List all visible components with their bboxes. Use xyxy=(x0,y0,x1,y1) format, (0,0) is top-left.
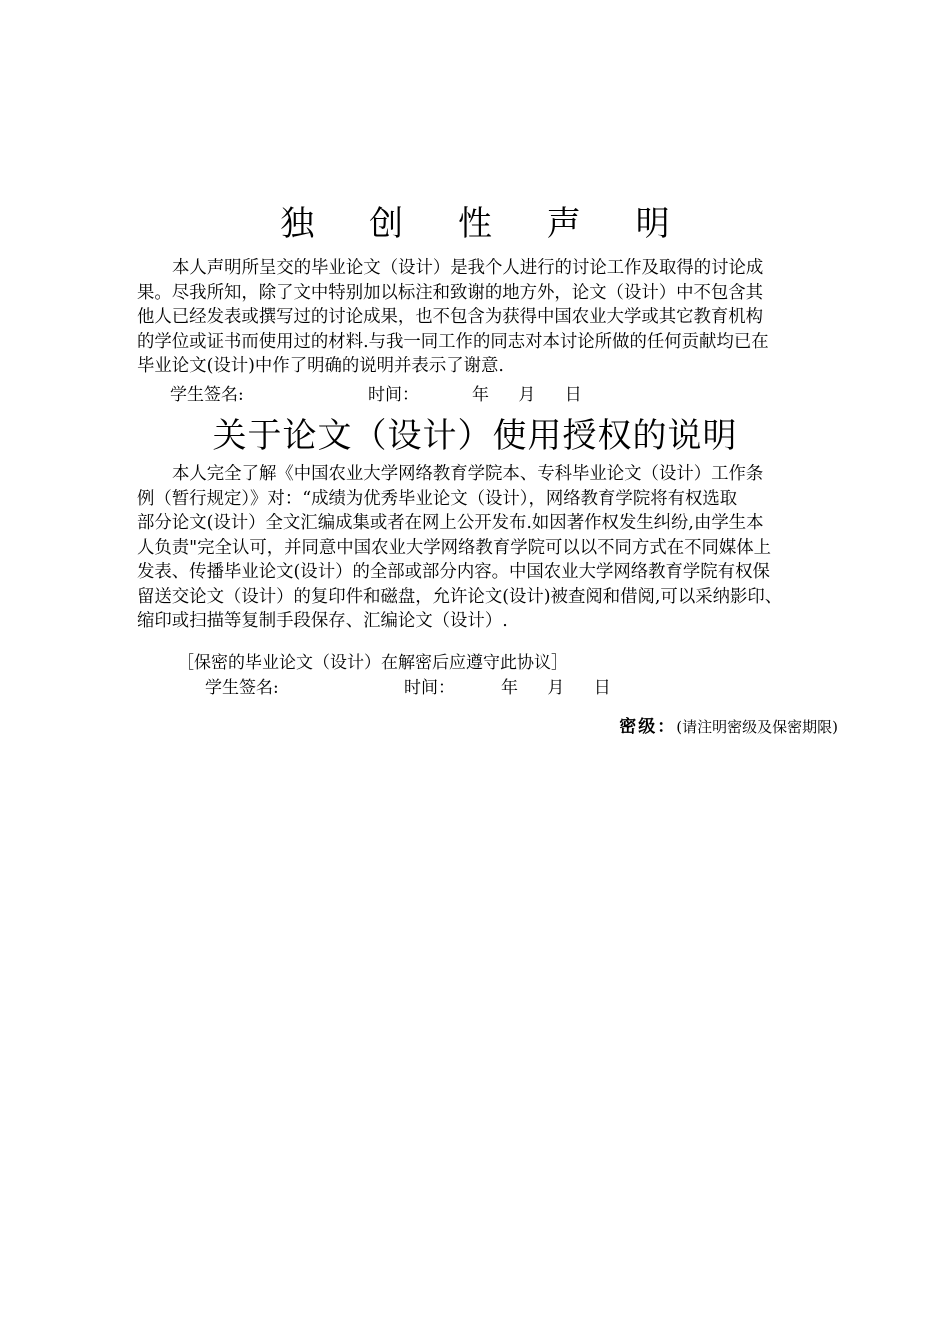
authorization-line: 本人完全了解《中国农业大学网络教育学院本、专科毕业论文（设计）工作条 xyxy=(172,464,764,484)
confidential-note: ［保密的毕业论文（设计）在解密后应遵守此协议］ xyxy=(177,653,568,673)
declaration-line: 果。尽我所知，除了文中特别加以标注和致谢的地方外，论文（设计）中不包含其 xyxy=(137,282,764,303)
declaration-paragraph xyxy=(137,256,837,379)
declaration-signature-row xyxy=(170,380,594,405)
signature-label: 学生签名: xyxy=(170,385,244,405)
authorization-line: 部分论文(设计）全文汇编成集或者在网上公开发布.如因著作权发生纠纷,由学生本 xyxy=(137,513,764,533)
date-label: 年 月 日 xyxy=(501,678,623,698)
secrecy-label: 密级： xyxy=(619,717,677,737)
authorization-line: 留送交论文（设计）的复印件和磁盘，允许论文(设计)被查阅和借阅,可以采纳影印、 xyxy=(137,586,783,607)
declaration-line: 本人声明所呈交的毕业论文（设计）是我个人进行的讨论工作及取得的讨论成 xyxy=(172,258,764,278)
time-label: 时间： xyxy=(368,385,419,405)
authorization-line: 例（暂行规定）》对：“成绩为优秀毕业论文（设计），网络教育学院将有权选取 xyxy=(137,488,738,509)
declaration-line: 他人已经发表或撰写过的讨论成果，也不包含为获得中国农业大学或其它教育机构 xyxy=(137,307,764,327)
declaration-line: 的学位或证书而使用过的材料.与我一同工作的同志对本讨论所做的任何贡献均已在 xyxy=(137,331,769,352)
declaration-title: 独 创 性 声 明 xyxy=(280,204,692,244)
secrecy-level-row xyxy=(619,712,838,737)
authorization-line: 缩印或扫描等复制手段保存、汇编论文（设计）. xyxy=(137,611,508,631)
authorization-line: 发表、传播毕业论文(设计）的全部或部分内容。中国农业大学网络教育学院有权保 xyxy=(137,562,770,582)
authorization-title: 关于论文（设计）使用授权的说明 xyxy=(212,416,738,456)
secrecy-note: (请注明密级及保密期限) xyxy=(676,718,838,736)
authorization-paragraph xyxy=(137,462,837,634)
time-label: 时间： xyxy=(404,678,455,698)
signature-label: 学生签名: xyxy=(205,678,279,698)
date-label: 年 月 日 xyxy=(472,385,594,405)
authorization-line: 人负责"完全认可，并同意中国农业大学网络教育学院可以以不同方式在不同媒体上 xyxy=(137,537,772,558)
authorization-signature-row xyxy=(205,673,623,698)
declaration-line: 毕业论文(设计)中作了明确的说明并表示了谢意. xyxy=(137,356,504,376)
